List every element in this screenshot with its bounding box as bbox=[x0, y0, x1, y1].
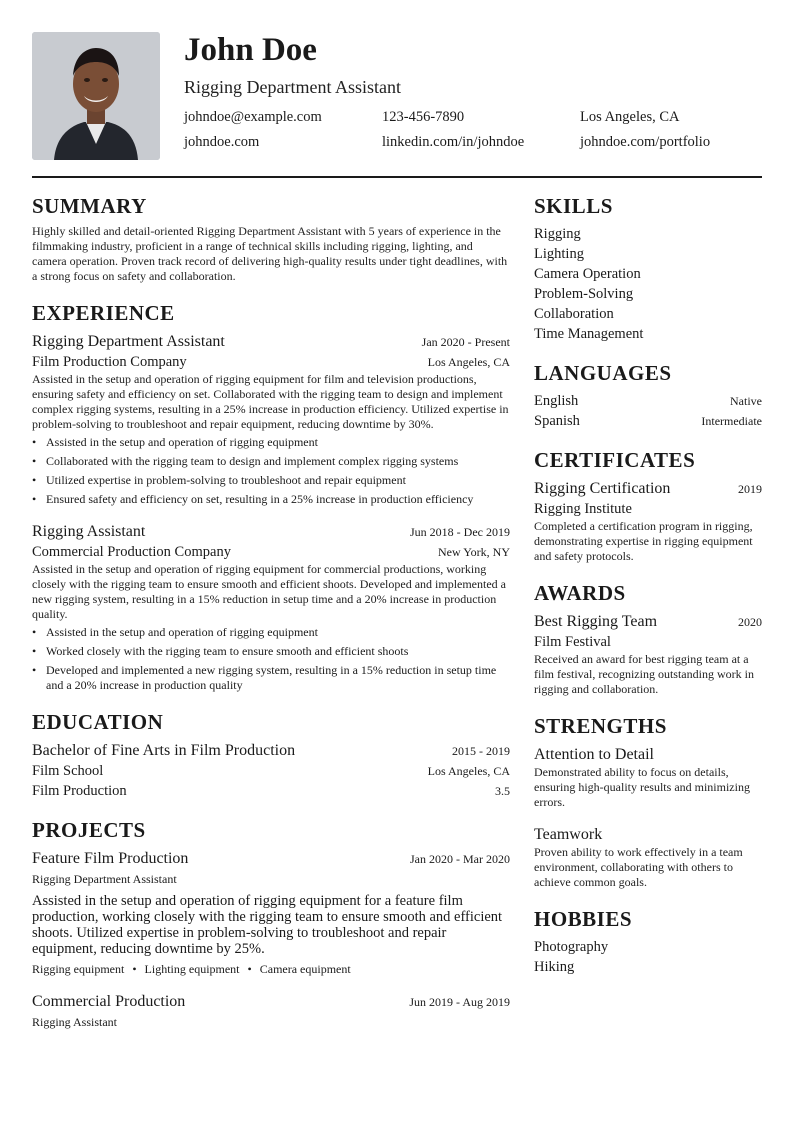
project-dates: Jun 2019 - Aug 2019 bbox=[409, 995, 510, 1009]
strength-entry bbox=[534, 824, 762, 890]
strengths-section bbox=[534, 714, 762, 890]
experience-title: Rigging Assistant bbox=[32, 523, 146, 540]
experience-location: New York, NY bbox=[437, 545, 510, 559]
language-name: English bbox=[534, 393, 579, 409]
experience-company: Commercial Production Company bbox=[32, 544, 231, 560]
strength-title: Attention to Detail bbox=[534, 746, 654, 763]
project-tag: Lighting equipment bbox=[144, 962, 240, 976]
email-link[interactable]: johndoe@example.com bbox=[184, 109, 322, 125]
right-column bbox=[534, 194, 762, 994]
skill-item: Camera Operation bbox=[534, 266, 641, 282]
strength-description: Proven ability to work effectively in a team environment, collaborating with others to achieve common goals. bbox=[534, 845, 743, 889]
experience-dates: Jun 2018 - Dec 2019 bbox=[410, 525, 510, 539]
project-entry bbox=[32, 848, 510, 977]
section-heading: HOBBIES bbox=[534, 907, 633, 931]
experience-company: Film Production Company bbox=[32, 354, 187, 370]
projects-section bbox=[32, 818, 510, 1032]
project-description: Assisted in the setup and operation of rigging equipment for a feature film production, working closely with the rigging team to ensure smooth and efficient shoots. Utilized expertise in problem-solving to troubleshoot and repair equipment, reducing downtime by 25%. bbox=[32, 893, 503, 957]
experience-section bbox=[32, 301, 510, 693]
project-title: Commercial Production bbox=[32, 993, 186, 1010]
job-title: Rigging Department Assistant bbox=[184, 77, 401, 97]
summary-text: Highly skilled and detail-oriented Rigging Department Assistant with 5 years of experience in the filmmaking industry, proficient in a range of technical skills including rigging, lighting, and camera operation. Proven track record of delivering high-quality results under tight deadlines, with a strong focus on safety and collaboration. bbox=[32, 224, 508, 283]
section-heading: EXPERIENCE bbox=[32, 301, 175, 325]
experience-location: Los Angeles, CA bbox=[427, 355, 510, 369]
bullet-item: • Assisted in the setup and operation of rigging equipment bbox=[32, 625, 510, 640]
language-name: Spanish bbox=[534, 413, 580, 429]
language-level: Intermediate bbox=[701, 414, 762, 428]
experience-entry bbox=[32, 521, 510, 693]
summary-section bbox=[32, 194, 510, 284]
education-location: Los Angeles, CA bbox=[427, 764, 510, 778]
location-text: Los Angeles, CA bbox=[580, 109, 680, 125]
education-gpa: 3.5 bbox=[495, 784, 510, 798]
experience-description: Assisted in the setup and operation of rigging equipment for commercial productions, working closely with the rigging team to ensure smooth and efficient shoots. Developed and implemented a new rigging system, resulting in a 15% reduction in setup time and a 20% increase in production quality. bbox=[32, 562, 506, 621]
certificate-issuer: Rigging Institute bbox=[534, 501, 632, 517]
resume-header bbox=[32, 32, 762, 160]
profile-photo bbox=[32, 32, 160, 160]
linkedin-link[interactable]: linkedin.com/in/johndoe bbox=[382, 134, 525, 150]
bullet-item: • Ensured safety and efficiency on set, resulting in a 25% increase in production efficiency bbox=[32, 492, 510, 507]
language-level: Native bbox=[730, 394, 762, 408]
award-description: Received an award for best rigging team at a film festival, recognizing outstanding work in rigging and collaboration. bbox=[534, 652, 754, 696]
resume-page bbox=[32, 32, 762, 160]
education-section bbox=[32, 710, 510, 801]
languages-section bbox=[534, 361, 762, 431]
experience-dates: Jan 2020 - Present bbox=[421, 335, 510, 349]
bullet-item: • Developed and implemented a new rigging system, resulting in a 15% reduction in setup time and a 20% increase in production quality bbox=[32, 663, 510, 693]
project-role: Rigging Assistant bbox=[32, 1015, 118, 1029]
certificate-year: 2019 bbox=[738, 482, 762, 496]
experience-entry bbox=[32, 331, 510, 507]
strength-description: Demonstrated ability to focus on details, ensuring high-quality results and minimizing errors. bbox=[534, 765, 750, 809]
certificate-description: Completed a certification program in rigging, demonstrating expertise in rigging equipment and safety protocols. bbox=[534, 519, 753, 563]
skill-item: Problem-Solving bbox=[534, 286, 634, 302]
hobby-item: Hiking bbox=[534, 959, 575, 975]
section-heading: PROJECTS bbox=[32, 818, 146, 842]
section-heading: SKILLS bbox=[534, 194, 613, 218]
bullet-item: • Assisted in the setup and operation of rigging equipment bbox=[32, 435, 510, 450]
skill-item: Collaboration bbox=[534, 306, 614, 322]
experience-bullets bbox=[32, 625, 510, 693]
section-heading: AWARDS bbox=[534, 581, 626, 605]
phone-number: 123-456-7890 bbox=[382, 109, 465, 125]
education-field: Film Production bbox=[32, 783, 127, 799]
education-degree: Bachelor of Fine Arts in Film Production bbox=[32, 742, 296, 759]
experience-description: Assisted in the setup and operation of rigging equipment for film and television productions, ensuring safety and efficiency on set. Collaborated with the rigging team to design and implement complex rigging systems, resulting in a 25% increase in production efficiency. Utilized expertise in problem-solving to troubleshoot and repair equipment, reducing downtime by 30%. bbox=[32, 372, 509, 431]
section-heading: LANGUAGES bbox=[534, 361, 672, 385]
strength-title: Teamwork bbox=[534, 826, 603, 843]
contact-info bbox=[184, 107, 762, 152]
project-role: Rigging Department Assistant bbox=[32, 872, 177, 886]
education-dates: 2015 - 2019 bbox=[452, 744, 510, 758]
project-tag: Camera equipment bbox=[259, 962, 351, 976]
website-link[interactable]: johndoe.com bbox=[184, 134, 260, 150]
certificates-section bbox=[534, 448, 762, 564]
award-title: Best Rigging Team bbox=[534, 613, 658, 630]
project-tags: Rigging equipment • Lighting equipment • Camera equipment bbox=[32, 962, 351, 976]
education-school: Film School bbox=[32, 763, 104, 779]
hobbies-section bbox=[534, 907, 762, 977]
skill-item: Rigging bbox=[534, 226, 581, 242]
project-entry bbox=[32, 991, 510, 1032]
left-column bbox=[32, 194, 510, 1049]
section-heading: SUMMARY bbox=[32, 194, 147, 218]
skill-item: Lighting bbox=[534, 246, 584, 262]
skills-section bbox=[534, 194, 762, 344]
section-heading: STRENGTHS bbox=[534, 714, 667, 738]
strength-entry bbox=[534, 744, 762, 810]
project-tag: Rigging equipment bbox=[32, 962, 125, 976]
bullet-item: • Utilized expertise in problem-solving to troubleshoot and repair equipment bbox=[32, 473, 510, 488]
experience-bullets bbox=[32, 435, 510, 507]
experience-title: Rigging Department Assistant bbox=[32, 333, 225, 350]
project-dates: Jan 2020 - Mar 2020 bbox=[410, 852, 510, 866]
hobby-item: Photography bbox=[534, 939, 609, 955]
skill-item: Time Management bbox=[534, 326, 644, 342]
section-heading: CERTIFICATES bbox=[534, 448, 696, 472]
candidate-name: John Doe bbox=[184, 32, 317, 68]
project-title: Feature Film Production bbox=[32, 850, 189, 867]
bullet-item: • Worked closely with the rigging team to ensure smooth and efficient shoots bbox=[32, 644, 510, 659]
portrait-image bbox=[32, 32, 160, 160]
bullet-item: • Collaborated with the rigging team to design and implement complex rigging systems bbox=[32, 454, 510, 469]
header-divider bbox=[32, 176, 762, 178]
award-year: 2020 bbox=[738, 615, 762, 629]
section-heading: EDUCATION bbox=[32, 710, 164, 734]
portfolio-link[interactable]: johndoe.com/portfolio bbox=[580, 134, 711, 150]
awards-section bbox=[534, 581, 762, 697]
award-issuer: Film Festival bbox=[534, 634, 611, 650]
certificate-title: Rigging Certification bbox=[534, 480, 671, 497]
